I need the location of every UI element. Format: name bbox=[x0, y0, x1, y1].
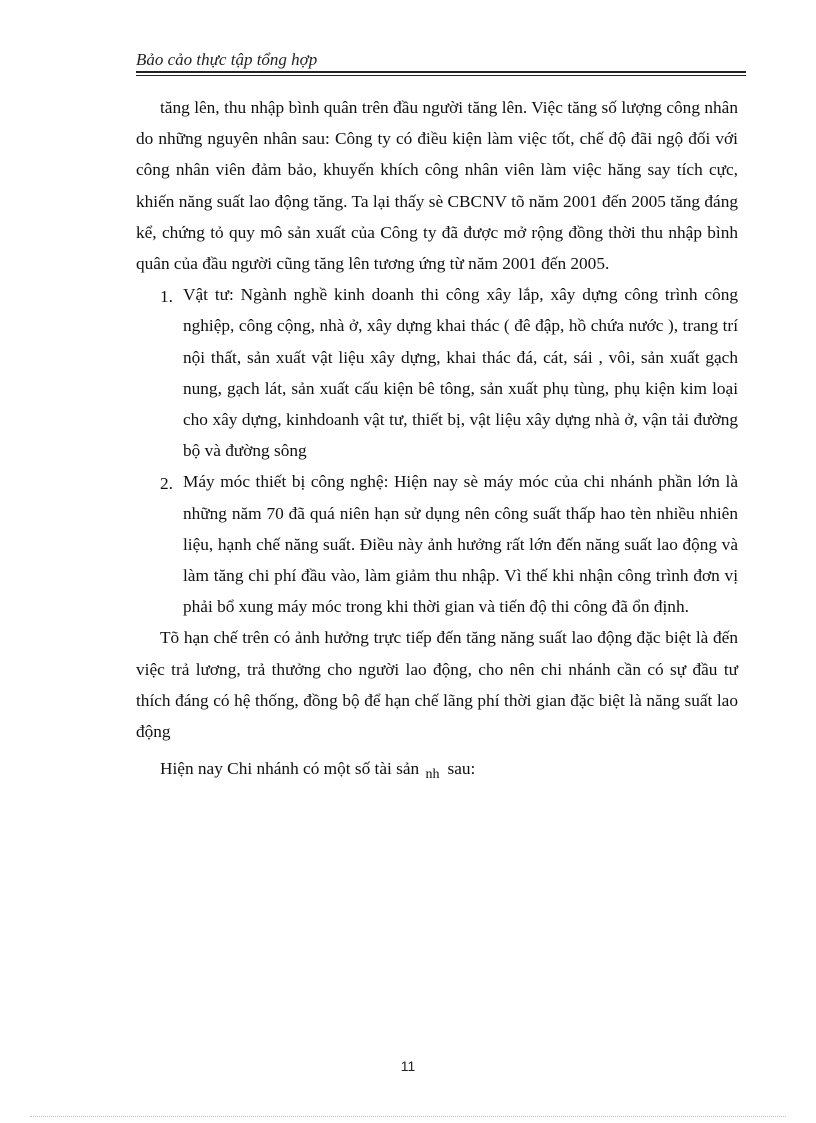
assets-subscript: nh bbox=[425, 767, 440, 783]
body-text bbox=[136, 92, 738, 790]
header-rule-thick bbox=[136, 71, 746, 73]
list-item-text: Máy móc thiết bị công nghệ: Hiện nay sè máy móc của chi nhánh phần lớn là những năm 70 đã quá niên hạn sử dụng nên công suất thấp hao tèn nhiều nhiên liệu, hạnh chế năng suất. Điều này ảnh hưởng rất lớn đến năng suất lao động và làm tăng chi phí đầu vào, làm giảm thu nhập. Vì thế khi nhận công trình đơn vị phải bổ xung máy móc trong khi thời gian và tiến độ thi công đã ổn định. bbox=[183, 472, 738, 617]
header-rule-thin bbox=[136, 75, 746, 76]
list-item bbox=[136, 279, 738, 466]
list-number: 1. bbox=[160, 287, 173, 307]
paragraph-limitations: Tõ hạn chế trên có ảnh hưởng trực tiếp đến tăng năng suất lao động đặc biệt là đến việc trả lương, trả thưởng cho người lao động, cho nên chi nhánh cần có sự đầu tư thích đáng có hệ thống, đồng bộ để hạn chế lãng phí thời gian đặc biệt là năng suất lao động bbox=[136, 628, 738, 742]
paragraph-assets bbox=[136, 753, 738, 790]
list-number: 2. bbox=[160, 474, 173, 494]
page-number: 11 bbox=[400, 1058, 416, 1074]
running-header: Bảo cảo thực tập tổng hợp bbox=[136, 50, 318, 69]
list-item bbox=[136, 466, 738, 622]
assets-text-before: Hiện nay Chi nhánh có một số tài sản bbox=[160, 759, 420, 779]
list-item-text: Vật tư: Ngành nghề kinh doanh thi công xây lắp, xây dựng công trình công nghiệp, công cộng, nhà ở, xây dựng khai thác ( đê đập, hồ chứa nước ), trang trí nội thất, sản xuất vật liệu xây dựng, khai thác đá, cát, sái , vôi, sản xuất gạch nung, gạch lát, sản xuất cấu kiện bê tông, sản xuất phụ tùng, phụ kiện kim loại cho xây dựng, kinhdoanh vật tư, thiết bị, vật liệu xây dựng nhà ở, vận tải đường bộ và đường sông bbox=[183, 285, 738, 461]
assets-text-after: sau: bbox=[447, 759, 476, 779]
numbered-list bbox=[136, 279, 738, 622]
page-bottom-dotted-border bbox=[30, 1116, 786, 1117]
paragraph-intro: tăng lên, thu nhập bình quân trên đầu người tăng lên. Việc tăng số lượng công nhân do những nguyên nhân sau: Công ty có điều kiện làm việc tốt, chế độ đãi ngộ đối với công nhân viên đảm bảo, khuyến khích công nhân viên làm việc hăng say tích cực, khiến năng suất lao động tăng. Ta lại thấy sè CBCNV tõ năm 2001 đến 2005 tăng đáng kể, chứng tỏ quy mô sản xuất của Công ty đã được mở rộng đồng thời thu nhập bình quân của đầu người cũng tăng lên tương ứng từ năm 2001 đến 2005. bbox=[136, 98, 738, 274]
